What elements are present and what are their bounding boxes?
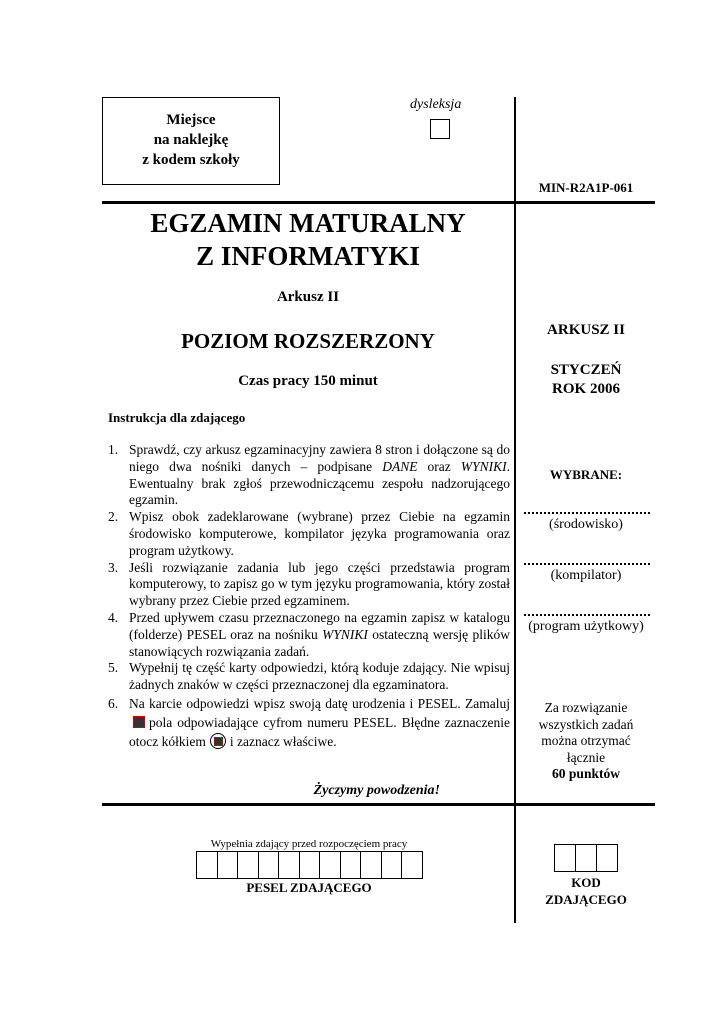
bottom-divider: [102, 803, 655, 806]
pesel-note: Wypełnia zdający przed rozpoczęciem pracy: [210, 838, 408, 850]
circled-square-icon: [210, 733, 226, 749]
instruction-number: 4.: [108, 609, 119, 625]
pesel-digit-box[interactable]: [341, 852, 362, 878]
compiler-label: (kompilator): [550, 568, 622, 583]
instruction-number: 3.: [108, 559, 119, 575]
exam-title-line-2: Z INFORMATYKI: [196, 241, 420, 271]
dyslexia-label: dysleksja: [410, 97, 462, 112]
chosen-label: WYBRANE:: [549, 467, 623, 482]
instruction-number: 6.: [108, 695, 119, 711]
pesel-digit-box[interactable]: [279, 852, 300, 878]
instruction-item: 1. Sprawdź, czy arkusz egzaminacyjny zawiera 8 stron i dołączone są do niego dwa nośniki danych – podpisane DANE oraz WYNIKI. Ewentualny brak zgłoś przewodniczącemu zespołu nadzorującego egzamin.: [108, 442, 511, 508]
instruction-item: 5. Wypełnij tę część karty odpowiedzi, którą koduje zdający. Nie wpisuj żadnych znaków w części przeznaczonej dla egzaminatora.: [108, 660, 510, 693]
exam-title: [102, 207, 514, 273]
pesel-digit-box[interactable]: [320, 852, 341, 878]
instruction-number: 1.: [108, 442, 119, 457]
instruction-item: 2. Wpisz obok zadeklarowane (wybrane) przez Ciebie na egzamin środowisko komputerowe, kompilator języka programowania oraz program użytkowy.: [108, 509, 510, 558]
school-sticker-box: [102, 97, 280, 185]
code-digit-box[interactable]: [597, 845, 617, 871]
exam-date: [522, 361, 650, 399]
exam-month: STYCZEŃ: [550, 362, 622, 378]
pesel-digit-box[interactable]: [382, 852, 403, 878]
user-program-label: (program użytkowy): [528, 619, 644, 634]
total-points: 60 punktów: [552, 766, 620, 782]
instruction-number: 2.: [108, 509, 119, 525]
level-label: POZIOM ROZSZERZONY: [181, 329, 435, 353]
user-program-input-line[interactable]: [524, 614, 650, 616]
instructions-list: [108, 442, 510, 751]
environment-label: (środowisko): [549, 517, 623, 532]
environment-input-line[interactable]: [524, 512, 650, 514]
code-digit-box[interactable]: [555, 845, 576, 871]
sheet-label: Arkusz II: [276, 289, 340, 305]
code-digit-box[interactable]: [576, 845, 597, 871]
sticker-line-2: na naklejkę: [153, 132, 229, 148]
pesel-label: PESEL ZDAJĄCEGO: [246, 880, 372, 895]
exam-year: ROK 2006: [552, 381, 620, 397]
pesel-digit-box[interactable]: [218, 852, 239, 878]
instructions-heading: Instrukcja dla zdającego: [108, 410, 246, 425]
vertical-divider: [514, 97, 516, 923]
sticker-line-3: z kodem szkoły: [142, 152, 240, 168]
pesel-digit-box[interactable]: [197, 852, 218, 878]
points-info: Za rozwiązanie wszystkich zadań można otrzymać łącznie 60 punktów: [522, 700, 650, 783]
sticker-line-1: Miejsce: [166, 112, 216, 128]
good-luck-text: Życzymy powodzenia!: [313, 783, 440, 798]
instruction-item: 4. Przed upływem czasu przeznaczonego na egzamin zapisz w katalogu (folderze) PESEL oraz na nośniku WYNIKI ostateczną wersję plików stanowiących rozwiązania zadań.: [108, 609, 510, 659]
exam-title-line-1: EGZAMIN MATURALNY: [150, 208, 466, 238]
candidate-code-label: KOD ZDAJĄCEGO: [545, 875, 627, 907]
pesel-input-boxes[interactable]: [196, 851, 423, 879]
pesel-digit-box[interactable]: [300, 852, 321, 878]
candidate-code-boxes[interactable]: [554, 844, 618, 872]
right-sheet-label: ARKUSZ II: [547, 322, 625, 338]
top-divider: [102, 201, 655, 204]
pesel-digit-box[interactable]: [402, 852, 422, 878]
time-label: Czas pracy 150 minut: [238, 373, 378, 389]
dyslexia-checkbox[interactable]: [430, 119, 450, 139]
pesel-digit-box[interactable]: [259, 852, 280, 878]
instruction-number: 5.: [108, 660, 119, 676]
compiler-input-line[interactable]: [524, 563, 650, 565]
pesel-digit-box[interactable]: [238, 852, 259, 878]
exam-code: MIN-R2A1P-061: [538, 180, 634, 195]
instruction-item: 3. Jeśli rozwiązanie zadania lub jego części przedstawia program komputerowy, to zapisz go w tym języku programowania, który został wybrany przez Ciebie przed egzaminem.: [108, 559, 510, 609]
pesel-digit-box[interactable]: [361, 852, 382, 878]
instruction-item: 6. Na karcie odpowiedzi wpisz swoją datę urodzenia i PESEL. Zamalujpola odpowiadające cyfrom numeru PESEL. Błędne zaznaczenie otocz kółkiem i zaznacz właściwe.: [108, 695, 510, 749]
filled-square-icon: [133, 716, 145, 728]
